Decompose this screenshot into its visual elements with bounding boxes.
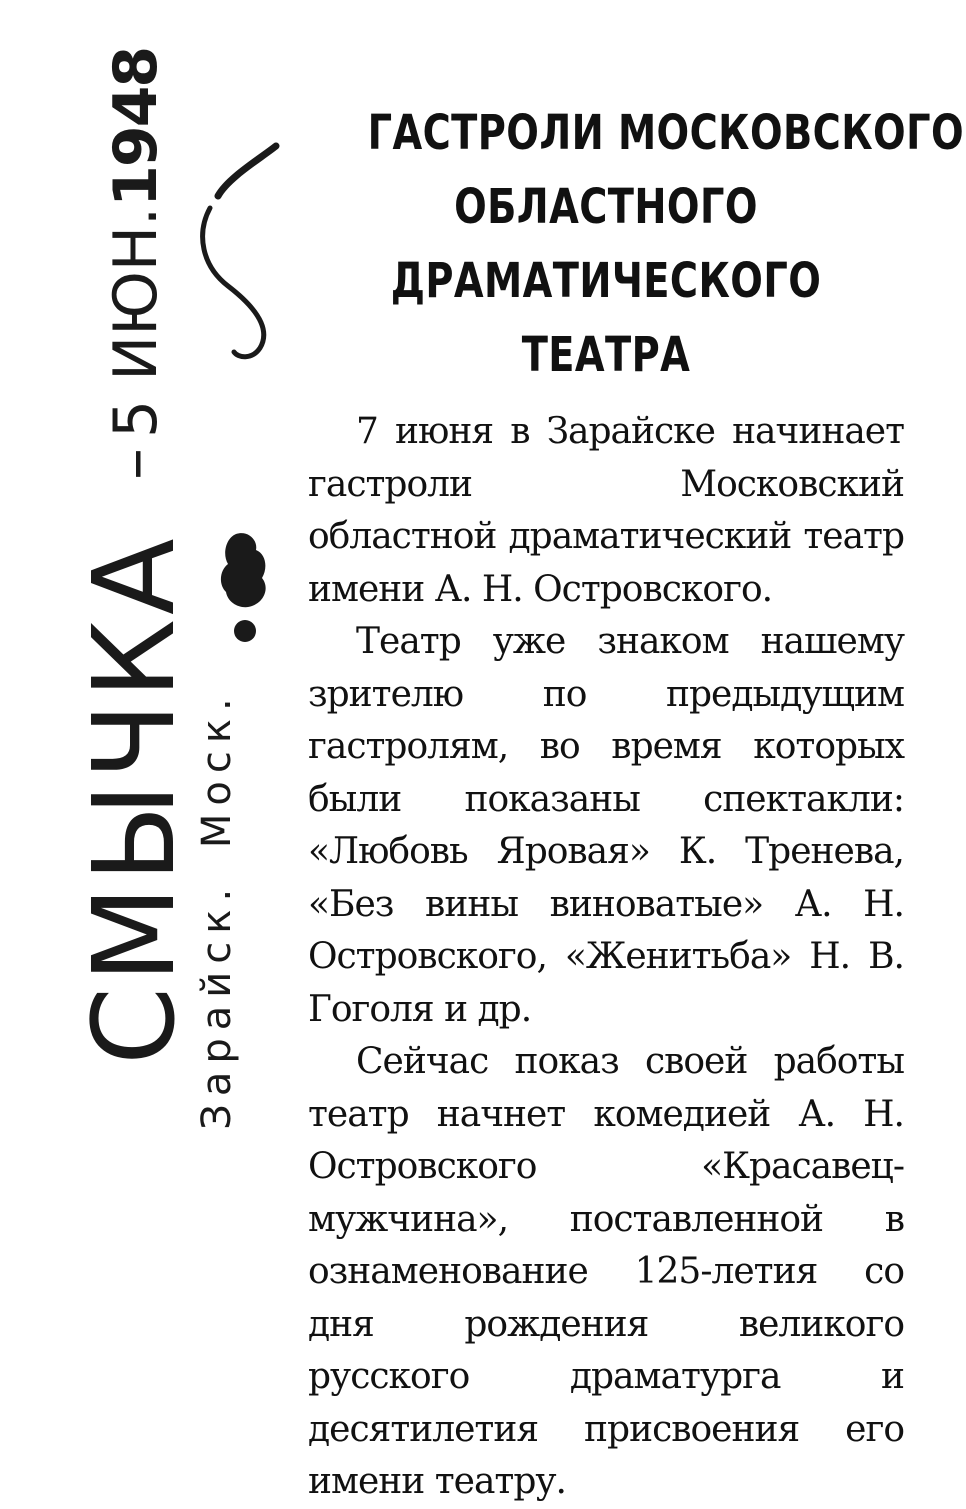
stamp-date (98, 47, 172, 480)
article (308, 96, 965, 1509)
stamp-place (187, 675, 247, 1145)
stamp-newspaper-name: СМЫЧКА (70, 534, 200, 1065)
article-paragraph: Сейчас показ своей работы театр начнет комедией А. Н. Островского «Красавец-мужчина», поставленной в ознаменование 125-летия со дня рождения великого русского драматурга и десятилетия присвоения его имени театру. (308, 1041, 904, 1502)
ink-dot-icon (232, 618, 258, 644)
headline-line: ОБЛАСТНОГО (454, 179, 758, 235)
headline-line: ГАСТРОЛИ МОСКОВСКОГО (367, 105, 965, 161)
stamp-date-day-month: 5 ИЮН. (101, 206, 171, 438)
article-paragraph: Театр уже знаком нашему зрителю по предыдущим гастролям, во время которых были показаны спектакли: «Любовь Яровая» К. Тренева, «Без вины виноватые» А. Н. Островского, «Женитьба» Н. В. Гоголя и др. (308, 621, 904, 1030)
stamp-date-dash: – (98, 448, 172, 480)
article-body (308, 406, 904, 1509)
article-headline (367, 96, 965, 392)
stamp-place-region: Моск. (194, 690, 240, 849)
stamp-place-town: Зарайск. (194, 880, 240, 1130)
headline-line: ТЕАТРА (521, 327, 691, 383)
ink-blot-icon (218, 530, 270, 610)
pen-mark-icon (188, 138, 288, 363)
stamp-date-year: 1948 (101, 47, 171, 207)
headline-line: ДРАМАТИЧЕСКОГО (390, 253, 822, 309)
article-paragraph: 7 июня в Зарайске начинает гастроли Московский областной драматический театр имени А. Н. Островского. (308, 411, 904, 610)
